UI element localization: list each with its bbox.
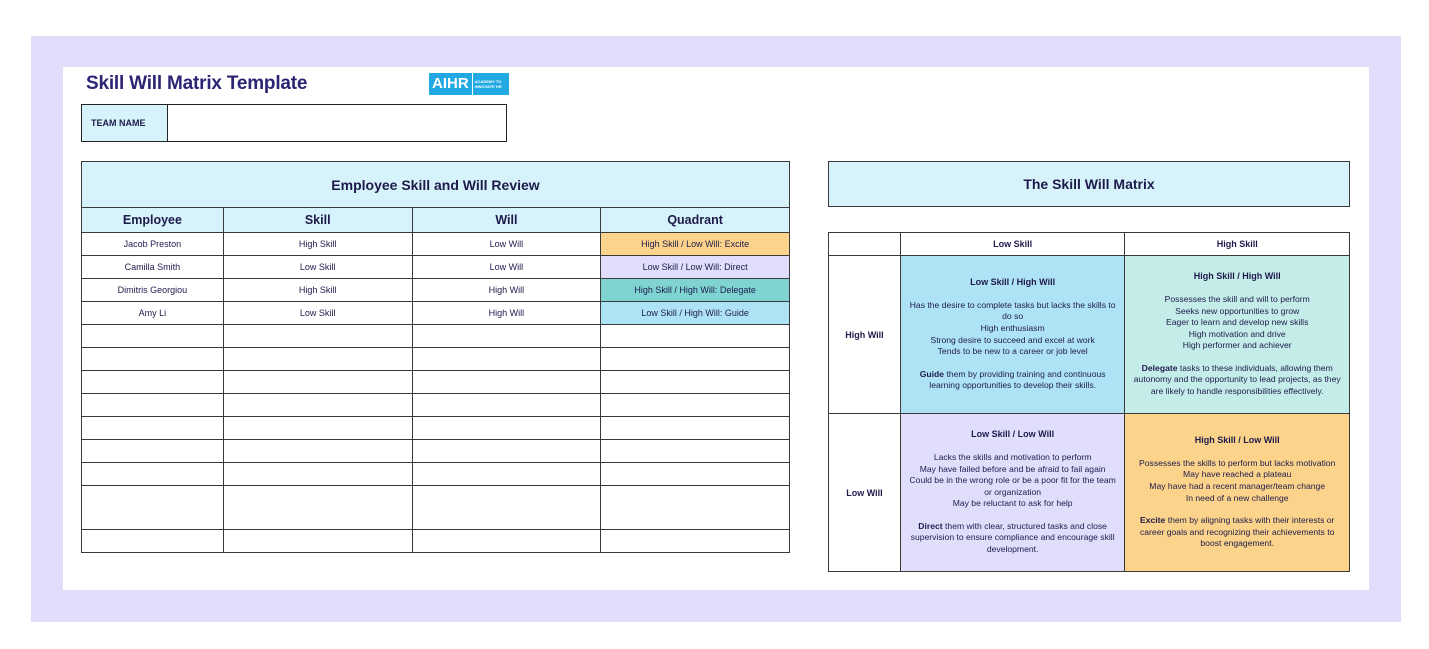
quadrant-guide (900, 256, 1125, 414)
will-cell[interactable]: Low Will (412, 233, 601, 256)
empty-cell[interactable] (223, 463, 412, 486)
empty-row (82, 348, 790, 371)
empty-cell[interactable] (223, 417, 412, 440)
empty-cell[interactable] (601, 417, 790, 440)
skill-cell[interactable]: High Skill (223, 233, 412, 256)
quadrant-title: Low Skill / Low Will (971, 429, 1055, 440)
quadrant-line: Possesses the skills to perform but lacks motivation (1139, 457, 1336, 468)
review-title: Employee Skill and Will Review (82, 162, 790, 208)
action-text: them by providing training and continuous learning opportunities to develop their skills. (929, 368, 1106, 391)
empty-cell[interactable] (601, 440, 790, 463)
empty-cell[interactable] (82, 463, 224, 486)
will-cell[interactable]: High Will (412, 302, 601, 325)
empty-cell[interactable] (223, 440, 412, 463)
empty-cell[interactable] (412, 486, 601, 530)
quadrant-line: Possesses the skill and will to perform (1164, 293, 1310, 304)
column-header-skill: Skill (223, 208, 412, 233)
empty-cell[interactable] (412, 394, 601, 417)
quadrant-line: Has the desire to complete tasks but lacks the skills to do so (909, 299, 1116, 322)
quadrant-line: High enthusiasm (980, 322, 1045, 333)
action-word: Delegate (1141, 362, 1178, 373)
quadrant-line: May have failed before and be afraid to fail again (919, 463, 1106, 474)
empty-row (82, 486, 790, 530)
will-cell[interactable]: High Will (412, 279, 601, 302)
empty-cell[interactable] (82, 325, 224, 348)
quadrant-direct (900, 414, 1125, 572)
quadrant-action (1131, 363, 1343, 398)
action-text: them with clear, structured tasks and close supervision to ensure compliance and encourage skill development. (910, 520, 1115, 555)
action-word: Guide (919, 368, 945, 379)
empty-row (82, 530, 790, 553)
quadrant-line: Tends to be new to a career or job level (937, 346, 1088, 357)
empty-row (82, 440, 790, 463)
quadrant-line: In need of a new challenge (1185, 492, 1289, 503)
empty-cell[interactable] (223, 486, 412, 530)
logo-text: AIHR (429, 73, 472, 95)
skill-will-matrix (828, 232, 1350, 572)
quadrant-title: High Skill / Low Will (1194, 435, 1280, 446)
page-title: Skill Will Matrix Template (86, 73, 308, 94)
quadrant-line: May be reluctant to ask for help (952, 498, 1073, 509)
quadrant-cell[interactable]: Low Skill / High Will: Guide (601, 302, 790, 325)
empty-cell[interactable] (82, 348, 224, 371)
empty-row (82, 394, 790, 417)
empty-cell[interactable] (601, 371, 790, 394)
quadrant-line: High performer and achiever (1182, 340, 1292, 351)
action-word: Direct (918, 520, 943, 531)
empty-row (82, 371, 790, 394)
empty-cell[interactable] (223, 325, 412, 348)
high-will-label: High Will (829, 256, 901, 414)
empty-row (82, 325, 790, 348)
table-row (82, 302, 790, 325)
empty-row (82, 463, 790, 486)
team-name-label: TEAM NAME (82, 105, 168, 141)
employee-cell[interactable]: Camilla Smith (82, 256, 224, 279)
empty-cell[interactable] (412, 530, 601, 553)
employee-review-table (81, 161, 790, 553)
table-row (82, 256, 790, 279)
empty-cell[interactable] (82, 371, 224, 394)
quadrant-cell[interactable]: High Skill / High Will: Delegate (601, 279, 790, 302)
column-header-quadrant: Quadrant (601, 208, 790, 233)
aihr-logo (429, 73, 509, 95)
table-row (82, 279, 790, 302)
empty-cell[interactable] (82, 440, 224, 463)
empty-cell[interactable] (601, 348, 790, 371)
empty-cell[interactable] (82, 530, 224, 553)
action-text: tasks to these individuals, allowing them autonomy and the opportunity to lead projects, as they are likely to handle responsibilities effectively. (1133, 362, 1341, 397)
action-text: them by aligning tasks with their interests or career goals and recognizing their achievements to boost engagement. (1139, 515, 1335, 549)
empty-cell[interactable] (82, 417, 224, 440)
skill-cell[interactable]: Low Skill (223, 302, 412, 325)
low-skill-header: Low Skill (900, 233, 1125, 256)
empty-cell[interactable] (223, 371, 412, 394)
quadrant-line: High motivation and drive (1188, 328, 1286, 339)
employee-cell[interactable]: Jacob Preston (82, 233, 224, 256)
quadrant-line: Strong desire to succeed and excel at work (930, 334, 1095, 345)
quadrant-action (1131, 515, 1343, 550)
quadrant-delegate (1125, 256, 1350, 414)
will-cell[interactable]: Low Will (412, 256, 601, 279)
quadrant-action (907, 521, 1119, 556)
empty-cell[interactable] (82, 486, 224, 530)
quadrant-line: Seeks new opportunities to grow (1175, 305, 1300, 316)
skill-cell[interactable]: High Skill (223, 279, 412, 302)
empty-cell[interactable] (412, 371, 601, 394)
quadrant-action (907, 369, 1119, 392)
empty-cell[interactable] (223, 530, 412, 553)
quadrant-title: Low Skill / High Will (970, 277, 1056, 288)
empty-cell[interactable] (601, 394, 790, 417)
employee-cell[interactable]: Amy Li (82, 302, 224, 325)
quadrant-line: Could be in the wrong role or be a poor fit for the team or organization (909, 475, 1116, 497)
table-row (82, 233, 790, 256)
quadrant-line: May have reached a plateau (1182, 469, 1292, 480)
quadrant-line: Lacks the skills and motivation to perform (933, 451, 1092, 462)
low-will-label: Low Will (829, 414, 901, 572)
empty-cell[interactable] (412, 348, 601, 371)
team-name-input[interactable] (168, 105, 506, 141)
employee-cell[interactable]: Dimitris Georgiou (82, 279, 224, 302)
quadrant-title: High Skill / High Will (1193, 271, 1281, 282)
skill-cell[interactable]: Low Skill (223, 256, 412, 279)
empty-cell[interactable] (412, 325, 601, 348)
quadrant-cell[interactable]: Low Skill / Low Will: Direct (601, 256, 790, 279)
empty-cell[interactable] (412, 463, 601, 486)
column-header-will: Will (412, 208, 601, 233)
team-name-field (81, 104, 507, 142)
column-header-employee: Employee (82, 208, 224, 233)
empty-cell[interactable] (601, 463, 790, 486)
empty-cell[interactable] (223, 348, 412, 371)
logo-subtext: ACADEMY TO INNOVATE HR (473, 73, 509, 95)
quadrant-excite (1125, 414, 1350, 572)
empty-cell[interactable] (601, 325, 790, 348)
empty-cell[interactable] (601, 530, 790, 553)
high-skill-header: High Skill (1125, 233, 1350, 256)
empty-cell[interactable] (412, 417, 601, 440)
empty-cell[interactable] (82, 394, 224, 417)
empty-cell[interactable] (601, 486, 790, 530)
matrix-title: The Skill Will Matrix (828, 161, 1350, 207)
empty-cell[interactable] (223, 394, 412, 417)
quadrant-line: May have had a recent manager/team change (1149, 480, 1326, 491)
empty-row (82, 417, 790, 440)
action-word: Excite (1140, 515, 1166, 526)
quadrant-cell[interactable]: High Skill / Low Will: Excite (601, 233, 790, 256)
matrix-corner (829, 233, 901, 256)
quadrant-line: Eager to learn and develop new skills (1166, 317, 1309, 328)
empty-cell[interactable] (412, 440, 601, 463)
